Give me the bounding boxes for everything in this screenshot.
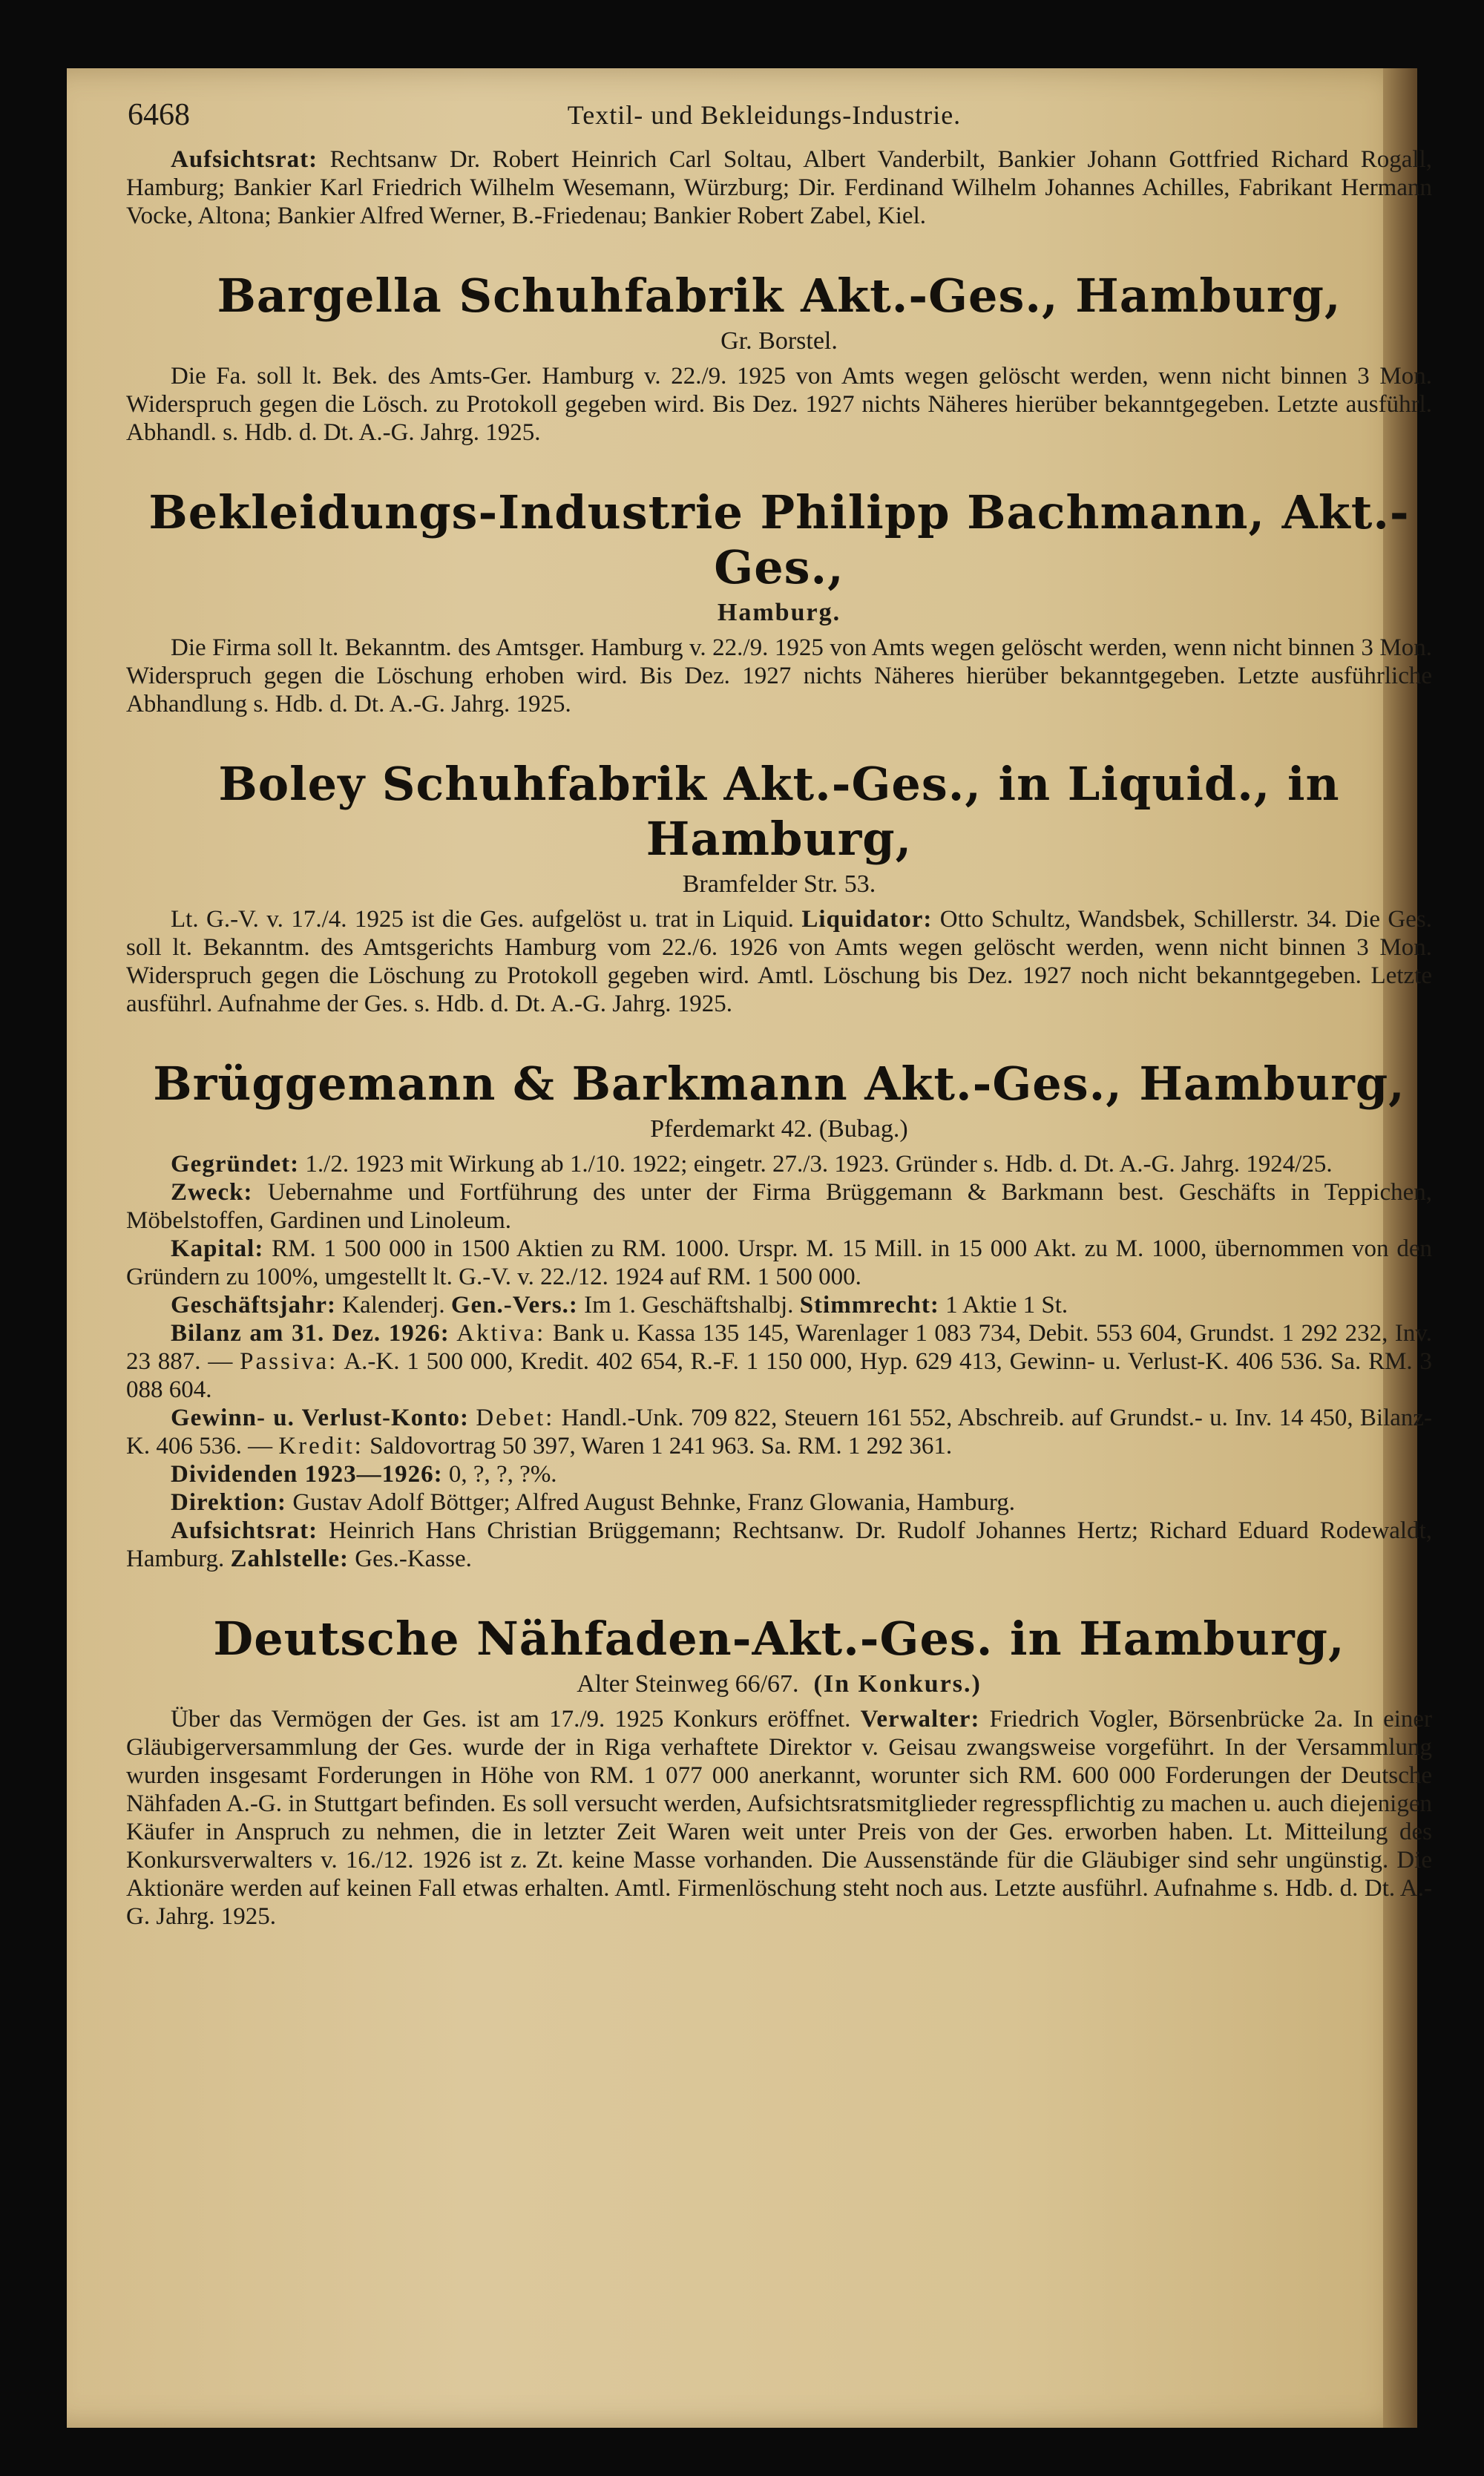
bargella-subtitle: Gr. Borstel. — [720, 327, 838, 355]
zweck-text: Uebernahme und Fortführung des unter der Firma Brüggemann & Barkmann best. Geschäfts in Teppichen, Möbelstoffen, Gardinen und Linoleum. — [126, 1179, 1433, 1234]
naehfaden-title: Deutsche Nähfaden-Akt.-Ges. in Hamburg, — [213, 1612, 1345, 1666]
kredit-text: Saldovortrag 50 397, Waren 1 241 963. Sa. RM. 1 292 361. — [370, 1433, 953, 1459]
bachmann-subtitle: Hamburg. — [717, 599, 841, 626]
guv-label: Gewinn- u. Verlust-Konto: — [171, 1405, 470, 1431]
brueggemann-kapital — [126, 1235, 1432, 1291]
entry-brueggemann — [126, 1057, 1432, 1573]
debet-label: Debet: — [476, 1405, 555, 1431]
dividenden-label: Dividenden 1923—1926: — [171, 1461, 443, 1488]
gegruendet-label: Gegründet: — [171, 1151, 300, 1178]
genvers-label: Gen.-Vers.: — [450, 1292, 578, 1319]
zahlstelle-label: Zahlstelle: — [230, 1546, 349, 1572]
brueggemann-dividenden — [126, 1460, 1432, 1488]
aktiva-label: Aktiva: — [456, 1320, 546, 1347]
genvers-text: Im 1. Geschäftshalbj. — [584, 1292, 794, 1319]
brueggemann-aufsichtsrat-text: Heinrich Hans Christian Brüggemann; Rechtsanw. Dr. Rudolf Johannes Hertz; Richard Eduard Rodewaldt, Hamburg. — [126, 1517, 1432, 1572]
passiva-text: A.-K. 1 500 000, Kredit. 402 654, R.-F. 1 150 000, Hyp. 629 413, Gewinn- u. Verlust-K. 406 536. Sa. RM. 3 088 604. — [126, 1348, 1432, 1403]
stimmrecht-text: 1 Aktie 1 St. — [945, 1292, 1068, 1319]
boley-text-b: Otto Schultz, Wandsbek, Schillerstr. 34. Die Ges. soll lt. Bekanntm. des Amtsgerichts Hamburg vom 22./6. 1926 von Amts wegen gelöscht werden, wenn nicht binnen 3 Mon. Widerspruch gegen die Löschung zu Protokoll gegeben wird. Amtl. Löschung bis Dez. 1927 noch nicht bekanntgegeben. Letzte ausführl. Aufnahme der Ges. s. Hdb. d. Dt. A.-G. Jahrg. 1925. — [126, 906, 1433, 1017]
entry-boley — [126, 757, 1432, 1018]
aufsichtsrat-paragraph — [126, 145, 1432, 230]
bargella-title: Bargella Schuhfabrik Akt.-Ges., Hamburg, — [217, 269, 1342, 323]
zweck-label: Zweck: — [171, 1179, 253, 1206]
book-page — [67, 68, 1433, 2428]
stimmrecht-label: Stimmrecht: — [799, 1292, 939, 1319]
kapital-text: RM. 1 500 000 in 1500 Aktien zu RM. 1000. Urspr. M. 15 Mill. in 15 000 Akt. zu M. 1000, übernommen von den Gründern zu 100%, umgestellt lt. G.-V. v. 22./12. 1924 auf RM. 1 500 000. — [126, 1235, 1432, 1290]
entry-previous-aufsichtsrat — [126, 145, 1432, 230]
brueggemann-direktion — [126, 1488, 1432, 1517]
naehfaden-subtitle: Alter Steinweg 66/67. — [577, 1670, 799, 1698]
direktion-label: Direktion: — [171, 1489, 287, 1516]
aufsichtsrat-text: Rechtsanw Dr. Robert Heinrich Carl Soltau, Albert Vanderbilt, Bankier Johann Gottfried Richard Rogall, Hamburg; Bankier Karl Friedrich Wilhelm Wesemann, Würzburg; Dir. Ferdinand Wilhelm Johannes Achilles, Fabrikant Hermann Vocke, Altona; Bankier Alfred Werner, B.-Friedenau; Bankier Robert Zabel, Kiel. — [126, 146, 1433, 229]
brueggemann-zweck — [126, 1178, 1432, 1235]
bachmann-text: Die Firma soll lt. Bekanntm. des Amtsger. Hamburg v. 22./9. 1925 von Amts wegen gelöscht werden, wenn nicht binnen 3 Mon. Widerspruch gegen die Löschung erhoben wird. Bis Dez. 1927 nichts Näheres hierüber bekanntgegeben. Letzte ausführliche Abhandlung s. Hdb. d. Dt. A.-G. Jahrg. 1925. — [126, 634, 1432, 717]
naehfaden-text-b: Friedrich Vogler, Börsenbrücke 2a. In einer Gläubigerversammlung der Ges. wurde der in Riga verhaftete Direktor v. Geisau zwangsweise vorgeführt. In der Versammlung wurden insgesamt Forderungen in Höhe von RM. 1 077 000 anerkannt, worunter sich RM. 600 000 Forderungen der Deutsche Nähfaden A.-G. in Stuttgart befinden. Es soll versucht werden, Aufsichtsratsmitglieder regresspflichtig zu machen u. auch diejenigen Käufer in Anspruch zu nehmen, die in letzter Zeit Waren weit unter Preis von der Ges. erworben haben. Lt. Mitteilung des Konkursverwalters v. 16./12. 1926 ist z. Zt. keine Masse vorhanden. Die Aussenstände für die Gläubiger sind sehr ungünstig. Die Aktionäre werden auf keinen Fall etwas erhalten. Amtl. Firmenlöschung steht noch aus. Letzte ausführl. Aufnahme s. Hdb. d. Dt. A.-G. Jahrg. 1925. — [126, 1706, 1433, 1930]
zahlstelle-text: Ges.-Kasse. — [355, 1546, 472, 1572]
geschaeftsjahr-text: Kalenderj. — [342, 1292, 445, 1319]
kapital-label: Kapital: — [171, 1235, 264, 1262]
brueggemann-aufsichtsrat-label: Aufsichtsrat: — [171, 1517, 318, 1544]
kredit-label: Kredit: — [278, 1433, 364, 1459]
page-content — [126, 98, 1432, 1953]
entry-naehfaden — [126, 1612, 1432, 1931]
entry-bargella — [126, 269, 1432, 447]
gegruendet-text: 1./2. 1923 mit Wirkung ab 1./10. 1922; eingetr. 27./3. 1923. Gründer s. Hdb. d. Dt. A.-G. Jahrg. 1924/25. — [305, 1151, 1333, 1178]
brueggemann-bilanz — [126, 1319, 1432, 1404]
bachmann-title: Bekleidungs-Industrie Philipp Bachmann, Akt.-Ges., — [148, 485, 1410, 594]
direktion-text: Gustav Adolf Böttger; Alfred August Behnke, Franz Glowania, Hamburg. — [292, 1489, 1015, 1516]
brueggemann-subtitle: Pferdemarkt 42. (Bubag.) — [650, 1115, 908, 1143]
aktiva-text: Bank u. Kassa 135 145, Warenlager 1 083 734, Debit. 553 604, Grundst. 1 292 232, Inv. 23 887. — — [126, 1320, 1433, 1375]
boley-paragraph — [126, 905, 1432, 1018]
running-title: Textil- und Bekleidungs-Industrie. — [567, 100, 962, 130]
boley-title: Boley Schuhfabrik Akt.-Ges., in Liquid., in Hamburg, — [218, 757, 1340, 866]
naehfaden-subtitle-line — [126, 1668, 1432, 1701]
boley-liquidator-label: Liquidator: — [801, 906, 933, 933]
brueggemann-title: Brüggemann & Barkmann Akt.-Ges., Hamburg, — [153, 1057, 1405, 1111]
passiva-label: Passiva: — [240, 1348, 338, 1375]
page-number: 6468 — [128, 98, 190, 132]
brueggemann-aufsichtsrat — [126, 1517, 1432, 1573]
naehfaden-paragraph — [126, 1705, 1432, 1931]
naehfaden-text-a: Über das Vermögen der Ges. ist am 17./9. 1925 Konkurs eröffnet. — [171, 1706, 851, 1733]
bargella-text: Die Fa. soll lt. Bek. des Amts-Ger. Hamburg v. 22./9. 1925 von Amts wegen gelöscht werden, wenn nicht binnen 3 Mon. Widerspruch gegen die Lösch. zu Protokoll gegeben wird. Bis Dez. 1927 nichts Näheres hierüber bekanntgegeben. Letzte ausführl. Abhandl. s. Hdb. d. Dt. A.-G. Jahrg. 1925. — [126, 363, 1432, 446]
debet-text: Handl.-Unk. 709 822, Steuern 161 552, Abschreib. auf Grundst.- u. Inv. 14 450, Bilanz-K. 406 536. — — [126, 1405, 1433, 1459]
boley-text-a: Lt. G.-V. v. 17./4. 1925 ist die Ges. aufgelöst u. trat in Liquid. — [171, 906, 794, 933]
naehfaden-verwalter-label: Verwalter: — [860, 1706, 980, 1733]
geschaeftsjahr-label: Geschäftsjahr: — [171, 1292, 336, 1319]
boley-subtitle: Bramfelder Str. 53. — [682, 870, 876, 898]
entry-bachmann — [126, 485, 1432, 718]
running-header — [126, 98, 1432, 142]
bilanz-label: Bilanz am 31. Dez. 1926: — [171, 1320, 450, 1347]
brueggemann-gegruendet — [126, 1150, 1432, 1178]
naehfaden-konkurs: (In Konkurs.) — [813, 1670, 982, 1698]
brueggemann-guv — [126, 1404, 1432, 1460]
brueggemann-geschaeftsjahr — [126, 1291, 1432, 1319]
aufsichtsrat-label: Aufsichtsrat: — [171, 146, 318, 173]
dividenden-text: 0, ?, ?, ?%. — [448, 1461, 557, 1488]
